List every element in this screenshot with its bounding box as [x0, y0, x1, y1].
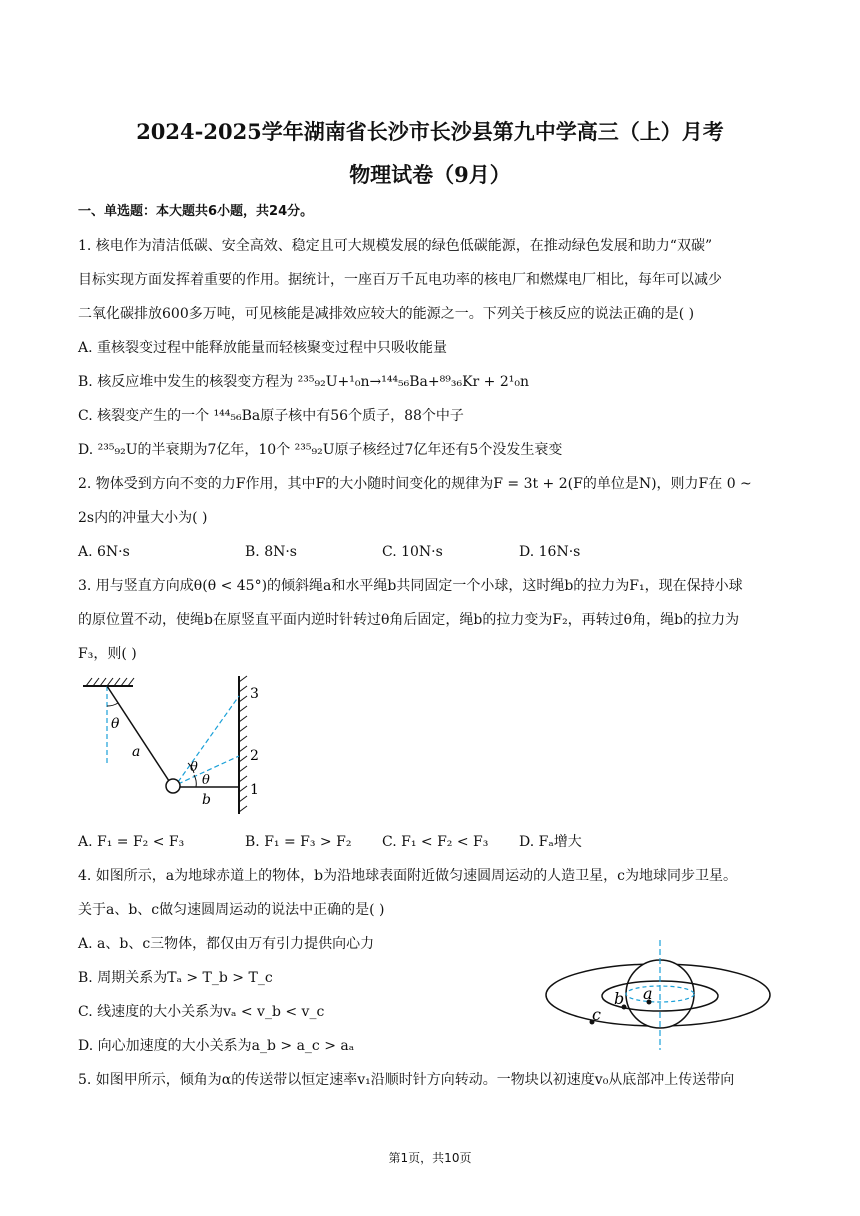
q4-label-b: b — [614, 989, 625, 1008]
q4-label-a: a — [643, 984, 653, 1003]
q4-orbit-figure — [542, 938, 774, 1052]
section-heading: 一、单选题：本大题共6小题，共24分。 — [78, 204, 314, 219]
q2-option-c: C. 10N·s — [382, 544, 443, 560]
q2-line2: 2s内的冲量大小为( ) — [78, 510, 208, 526]
q3-option-b: B. F₁ = F₃ > F₂ — [245, 834, 352, 850]
q1-line3: 二氧化碳排放600多万吨，可见核能是减排效应较大的能源之一。下列关于核反应的说法正确的是( ) — [78, 306, 695, 322]
q3-label-1: 1 — [250, 782, 259, 798]
page-footer: 第1页，共10页 — [388, 1151, 472, 1165]
q1-option-c: C. 核裂变产生的一个 ¹⁴⁴₅₆Ba原子核中有56个质子，88个中子 — [78, 408, 464, 424]
q1-line1: 1. 核电作为清洁低碳、安全高效、稳定且可大规模发展的绿色低碳能源，在推动绿色发展和助力“双碳” — [78, 238, 713, 254]
q3-option-a: A. F₁ = F₂ < F₃ — [78, 834, 185, 850]
q3-label-2: 2 — [250, 748, 259, 764]
q3-label-theta-1: θ — [190, 760, 198, 775]
q1-option-b: B. 核反应堆中发生的核裂变方程为 ²³⁵₉₂U+¹₀n→¹⁴⁴₅₆Ba+⁸⁹₃₆Kr + 2¹₀n — [78, 374, 530, 390]
q2-line1: 2. 物体受到方向不变的力F作用，其中F的大小随时间变化的规律为F = 3t + 2(F的单位是N)，则力F在 0 ~ — [78, 476, 752, 492]
q4-label-c: c — [592, 1005, 601, 1024]
q4-option-a: A. a、b、c三物体，都仅由万有引力提供向心力 — [78, 936, 375, 952]
q3-label-theta-top: θ — [111, 716, 120, 732]
q3-line1: 3. 用与竖直方向成θ(θ < 45°)的倾斜绳a和水平绳b共同固定一个小球，这时绳b的拉力为F₁，现在保持小球 — [78, 578, 743, 594]
q4-option-c: C. 线速度的大小关系为vₐ < v_b < v_c — [78, 1004, 325, 1020]
q2-option-a: A. 6N·s — [78, 544, 130, 560]
q2-option-b: B. 8N·s — [245, 544, 297, 560]
q1-line2: 目标实现方面发挥着重要的作用。据统计，一座百万千瓦电功率的核电厂和燃煤电厂相比，每年可以减少 — [78, 272, 722, 288]
q4-option-d: D. 向心加速度的大小关系为a_b > a_c > aₐ — [78, 1038, 355, 1054]
paper-title-line1: 2024-2025学年湖南省长沙市长沙县第九中学高三（上）月考 — [136, 119, 724, 144]
q3-option-c: C. F₁ < F₂ < F₃ — [382, 834, 489, 850]
q3-line2: 的原位置不动，使绳b在原竖直平面内逆时针转过θ角后固定，绳b的拉力变为F₂，再转过θ角，绳b的拉力为 — [78, 612, 740, 628]
q1-option-a: A. 重核裂变过程中能释放能量而轻核聚变过程中只吸收能量 — [78, 340, 448, 356]
q4-line2: 关于a、b、c做匀速圆周运动的说法中正确的是( ) — [78, 902, 385, 918]
q3-label-b: b — [202, 792, 211, 808]
q2-option-d: D. 16N·s — [519, 544, 581, 560]
q3-label-a: a — [132, 744, 141, 760]
q3-option-d: D. Fₐ增大 — [519, 834, 582, 850]
q3-rope-figure — [78, 674, 278, 819]
q4-line1: 4. 如图所示，a为地球赤道上的物体，b为沿地球表面附近做匀速圆周运动的人造卫星，c为地球同步卫星。 — [78, 868, 737, 884]
q4-option-b: B. 周期关系为Tₐ > T_b > T_c — [78, 970, 273, 986]
q5-line1: 5. 如图甲所示，倾角为α的传送带以恒定速率v₁沿顺时针方向转动。一物块以初速度v₀从底部冲上传送带向 — [78, 1072, 735, 1088]
q3-label-theta-2: θ — [202, 773, 210, 788]
q3-label-3: 3 — [250, 686, 259, 702]
q3-line3: F₃，则( ) — [78, 646, 137, 662]
q1-option-d: D. ²³⁵₉₂U的半衰期为7亿年，10个 ²³⁵₉₂U原子核经过7亿年还有5个没发生衰变 — [78, 442, 563, 458]
paper-title-line2: 物理试卷（9月） — [349, 162, 511, 187]
